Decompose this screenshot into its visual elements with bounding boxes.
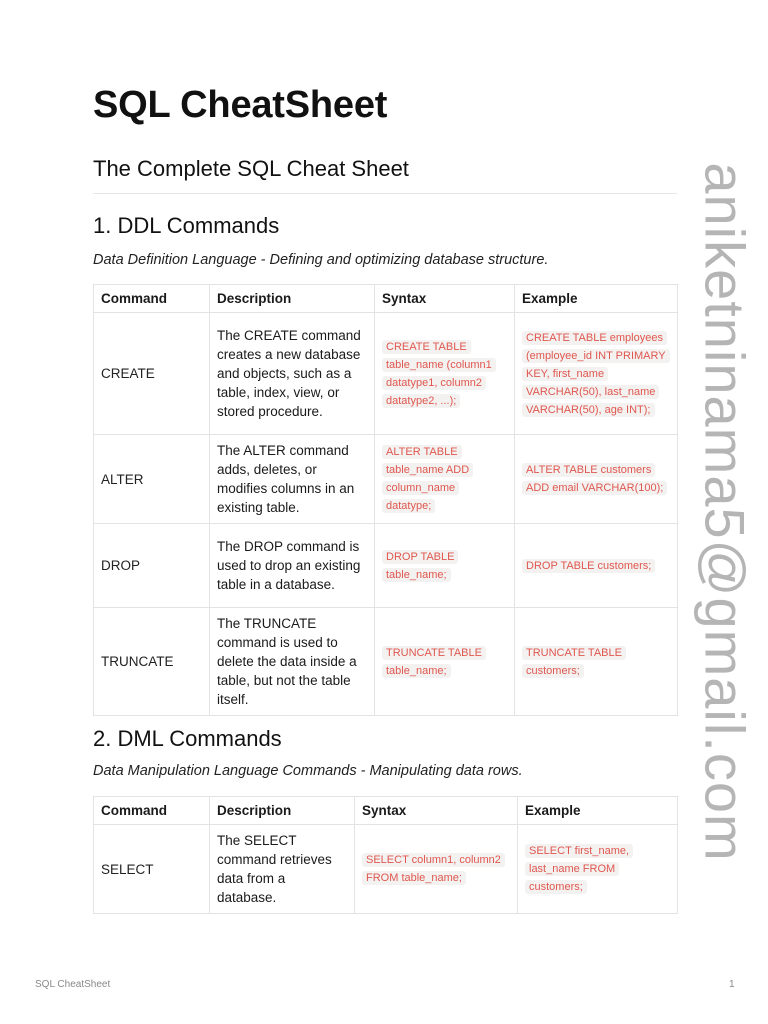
ddl-heading: 1. DDL Commands xyxy=(93,213,280,238)
description-cell: The TRUNCATE command is used to delete the data inside a table, but not the table itself. xyxy=(210,608,375,716)
example-code: ALTER TABLE customers ADD email VARCHAR(100); xyxy=(522,463,667,495)
command-cell: SELECT xyxy=(94,825,210,914)
table-header-row xyxy=(94,285,678,313)
command-cell: ALTER xyxy=(94,435,210,524)
ddl-table xyxy=(93,284,678,716)
example-cell xyxy=(518,825,678,914)
header-command: Command xyxy=(94,797,210,825)
watermark-email: aniketninama5@gmail.com xyxy=(693,162,757,862)
page-title: SQL CheatSheet xyxy=(93,84,388,126)
table-row xyxy=(94,825,678,914)
header-syntax: Syntax xyxy=(375,285,515,313)
table-header-row xyxy=(94,797,678,825)
syntax-code: ALTER TABLE table_name ADD column_name datatype; xyxy=(382,445,473,513)
page-subtitle: The Complete SQL Cheat Sheet xyxy=(93,156,409,181)
table-row xyxy=(94,313,678,435)
syntax-code: DROP TABLE table_name; xyxy=(382,550,458,582)
syntax-code: CREATE TABLE table_name (column1 datatype1, column2 datatype2, ...); xyxy=(382,340,496,408)
example-code: SELECT first_name, last_name FROM customers; xyxy=(525,844,633,894)
example-cell xyxy=(515,524,678,608)
command-cell: DROP xyxy=(94,524,210,608)
example-code: TRUNCATE TABLE customers; xyxy=(522,646,626,678)
description-cell: The ALTER command adds, deletes, or modifies columns in an existing table. xyxy=(210,435,375,524)
header-command: Command xyxy=(94,285,210,313)
command-cell: TRUNCATE xyxy=(94,608,210,716)
description-cell: The SELECT command retrieves data from a database. xyxy=(210,825,355,914)
table-row xyxy=(94,435,678,524)
syntax-code: SELECT column1, column2 FROM table_name; xyxy=(362,853,505,885)
syntax-cell xyxy=(375,313,515,435)
header-description: Description xyxy=(210,797,355,825)
description-cell: The DROP command is used to drop an existing table in a database. xyxy=(210,524,375,608)
header-syntax: Syntax xyxy=(355,797,518,825)
example-code: DROP TABLE customers; xyxy=(522,559,655,573)
syntax-cell xyxy=(375,524,515,608)
syntax-cell xyxy=(355,825,518,914)
ddl-description: Data Definition Language - Defining and optimizing database structure. xyxy=(93,252,549,268)
footer-title: SQL CheatSheet xyxy=(35,979,111,990)
syntax-cell xyxy=(375,608,515,716)
table-row xyxy=(94,608,678,716)
header-description: Description xyxy=(210,285,375,313)
command-cell: CREATE xyxy=(94,313,210,435)
dml-description: Data Manipulation Language Commands - Manipulating data rows. xyxy=(93,763,523,779)
dml-table xyxy=(93,796,678,914)
table-row xyxy=(94,524,678,608)
header-example: Example xyxy=(515,285,678,313)
example-cell xyxy=(515,435,678,524)
example-cell xyxy=(515,313,678,435)
syntax-cell xyxy=(375,435,515,524)
header-example: Example xyxy=(518,797,678,825)
divider xyxy=(93,193,677,194)
page-number: 1 xyxy=(729,979,735,990)
syntax-code: TRUNCATE TABLE table_name; xyxy=(382,646,486,678)
example-code: CREATE TABLE employees (employee_id INT PRIMARY KEY, first_name VARCHAR(50), last_name VARCHAR(50), age INT); xyxy=(522,331,670,417)
example-cell xyxy=(515,608,678,716)
description-cell: The CREATE command creates a new database and objects, such as a table, index, view, or stored procedure. xyxy=(210,313,375,435)
dml-heading: 2. DML Commands xyxy=(93,726,282,751)
